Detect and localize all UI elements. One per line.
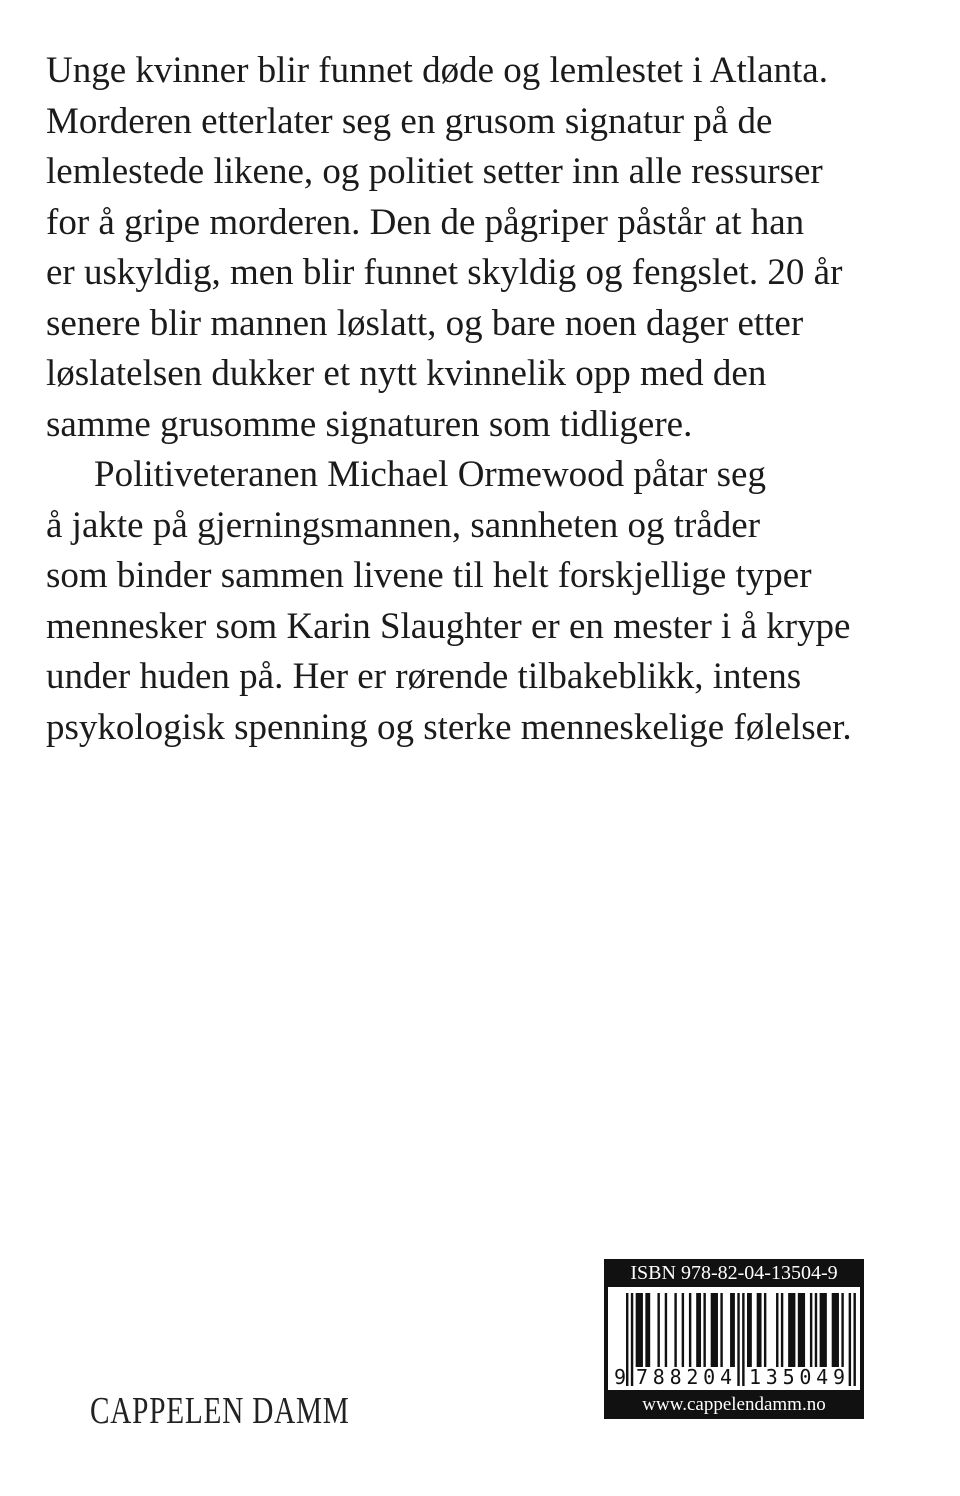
blurb-paragraph-2 <box>46 450 946 753</box>
blurb-line: psykologisk spenning og sterke menneskelige følelser. <box>46 706 852 748</box>
barcode-bar <box>696 1293 701 1367</box>
barcode-guard-bar <box>737 1293 739 1386</box>
barcode-bar <box>657 1293 659 1367</box>
barcode-bar <box>747 1293 752 1367</box>
blurb-line: Morderen etterlater seg en grusom signatur på de <box>46 100 773 142</box>
barcode-bar <box>682 1293 684 1367</box>
barcode-digits-right: 135049 <box>749 1365 845 1389</box>
barcode-guard-bar <box>626 1293 628 1386</box>
blurb-line: løslatelsen dukker et nytt kvinnelik opp med den <box>46 353 767 394</box>
barcode-panel <box>608 1287 860 1390</box>
isbn-label: ISBN 978-82-04-13504-9 <box>630 1262 838 1284</box>
barcode-digits-left: 788204 <box>636 1365 732 1389</box>
blurb-line: under huden på. Her er rørende tilbakeblikk, intens <box>46 656 802 697</box>
barcode-bar <box>665 1293 667 1367</box>
barcode-bar <box>645 1293 650 1367</box>
blurb-line: mennesker som Karin Slaughter er en mester i å krype <box>46 605 851 647</box>
blurb-line: er uskyldig, men blir funnet skyldig og fengslet. 20 år <box>46 252 843 293</box>
blurb-text <box>46 46 946 753</box>
blurb-line: for å gripe morderen. Den de pågriper påstår at han <box>46 201 805 243</box>
barcode-bar <box>757 1293 762 1367</box>
barcode-bar <box>776 1293 778 1367</box>
barcode-bar <box>636 1293 643 1367</box>
barcode-guard-bar <box>849 1293 851 1386</box>
barcode-bar <box>703 1293 705 1367</box>
barcode-bar <box>820 1293 827 1367</box>
barcode-bar <box>720 1293 722 1367</box>
barcode-bar <box>689 1293 691 1367</box>
barcode-bar <box>832 1293 839 1367</box>
barcode-bar <box>798 1293 805 1367</box>
barcode-guard-bar <box>631 1293 633 1386</box>
blurb-line: Unge kvinner blir funnet døde og lemlestet i Atlanta. <box>46 50 828 91</box>
barcode-bar <box>841 1293 843 1367</box>
blurb-paragraph-1 <box>46 46 946 450</box>
barcode-bar <box>815 1293 817 1367</box>
barcode-guard-bar <box>742 1293 744 1386</box>
ean13-barcode <box>608 1287 860 1390</box>
barcode-bar <box>764 1293 766 1367</box>
blurb-line: å jakte på gjerningsmannen, sannheten og tråder <box>46 504 761 546</box>
publisher-url: www.cappelendamm.no <box>642 1394 826 1415</box>
barcode-bar <box>730 1293 735 1367</box>
blurb-line: som binder sammen livene til helt forskjellige typer <box>46 555 812 596</box>
isbn-barcode-box <box>604 1259 864 1419</box>
blurb-line: samme grusomme signaturen som tidligere. <box>46 403 693 445</box>
barcode-bar <box>781 1293 783 1367</box>
barcode-bar <box>711 1293 718 1367</box>
barcode-bar <box>788 1293 795 1367</box>
barcode-guard-bar <box>853 1293 855 1386</box>
barcode-bar <box>810 1293 812 1367</box>
blurb-line: Politiveteranen Michael Ormewood påtar seg <box>94 454 766 495</box>
blurb-line: lemlestede likene, og politiet setter inn alle ressurser <box>46 151 823 192</box>
barcode-digit-first: 9 <box>614 1365 627 1389</box>
blurb-line: senere blir mannen løslatt, og bare noen dager etter <box>46 302 804 344</box>
publisher-logo: CAPPELEN DAMM <box>90 1390 350 1432</box>
barcode-bar <box>674 1293 676 1367</box>
